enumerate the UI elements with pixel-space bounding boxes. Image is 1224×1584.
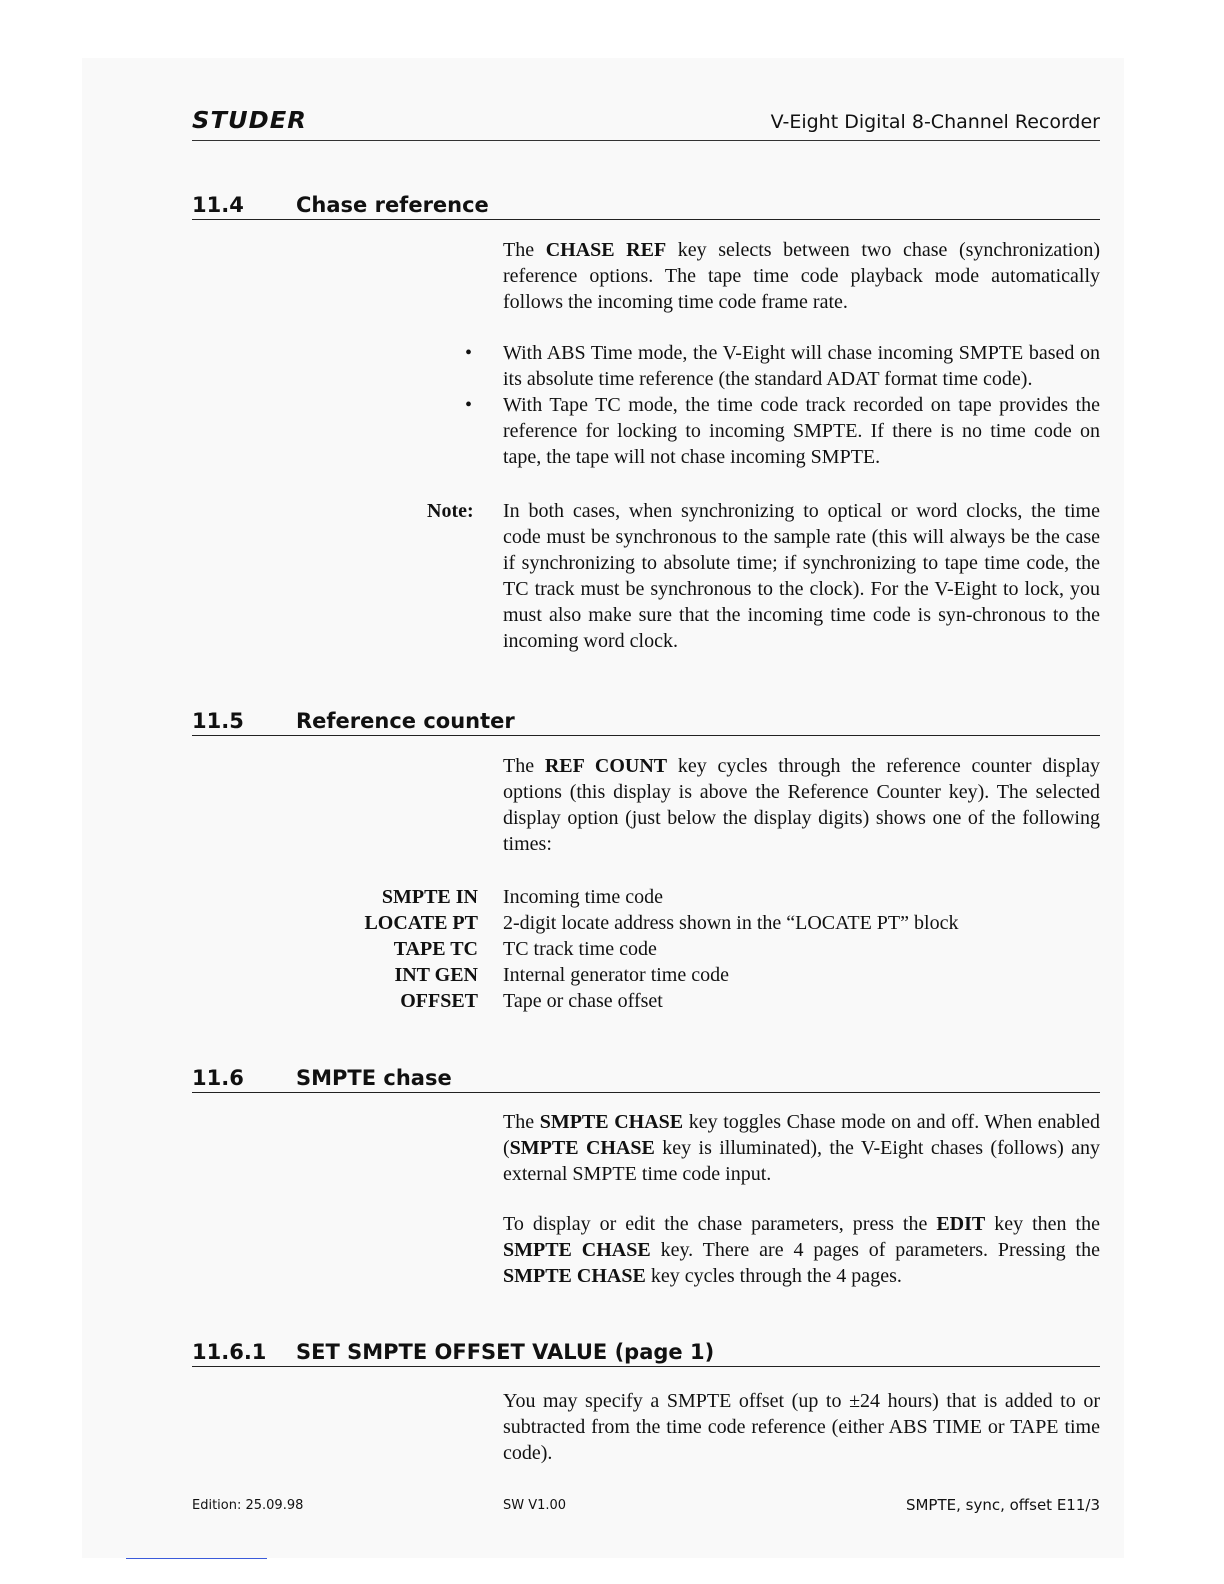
text-run: key. There are 4 pages of parameters. Pressing the (650, 1239, 1100, 1261)
section-11-6-heading (192, 1066, 1100, 1093)
list-item-text: With Tape TC mode, the time code track recorded on tape provides the reference for locking to incoming SMPTE. If there is no time code on tape, the tape will not chase incoming SMPTE. (503, 394, 1100, 468)
text-run: key cycles through the reference counter display options (this display is above the Reference Counter key). The selected display option (just below the display digits) shows one of the following times: (503, 755, 1101, 855)
text-run: key then the (985, 1213, 1100, 1235)
table-row (300, 988, 1100, 1014)
option-description: Incoming time code (503, 886, 663, 908)
smpte-chase-paragraph-1 (503, 1109, 1100, 1187)
list-item-text: With ABS Time mode, the V-Eight will chase incoming SMPTE based on its absolute time reference (the standard ADAT format time code). (503, 342, 1100, 390)
key-name: REF COUNT (544, 755, 668, 777)
footer-page-reference: SMPTE, sync, offset E11/3 (905, 1496, 1100, 1514)
studer-logo: STUDER (192, 108, 307, 134)
document-title: V-Eight Digital 8-Channel Recorder (770, 111, 1100, 133)
footer-edition: Edition: 25.09.98 (192, 1498, 304, 1513)
section-number: 11.6.1 (192, 1340, 267, 1364)
text-run: The (503, 239, 546, 261)
key-name: SMPTE CHASE (539, 1111, 684, 1133)
text-run: key is illuminated), the V-Eight chases (follows) any external SMPTE time code input. (503, 1137, 1100, 1185)
option-description: 2-digit locate address shown in the “LOCATE PT” block (503, 912, 959, 934)
text-run: To display or edit the chase parameters, press the (503, 1213, 937, 1235)
smpte-chase-paragraph-2 (503, 1211, 1100, 1289)
key-name: SMPTE CHASE (503, 1265, 646, 1287)
section-number: 11.5 (192, 709, 244, 733)
chase-ref-intro (503, 237, 1100, 315)
table-row (300, 884, 1100, 910)
list-item (455, 392, 1100, 470)
option-term: OFFSET (400, 990, 478, 1012)
option-term: SMPTE IN (381, 886, 478, 908)
option-term: TAPE TC (393, 938, 478, 960)
bullet-icon: • (465, 342, 473, 364)
header-rule (192, 140, 1100, 141)
section-title: Chase reference (296, 193, 489, 217)
text-run: key cycles through the 4 pages. (645, 1265, 902, 1287)
list-item (455, 340, 1100, 392)
table-row (300, 910, 1100, 936)
ref-count-intro (503, 753, 1100, 857)
note-text: In both cases, when synchronizing to optical or word clocks, the time code must be synchronous to the sample rate (this will always be the case if synchronizing to absolute time; if synchronizing to tape time code, the TC track must be synchronous to the clock). For the V-Eight to lock, you must also make sure that the incoming time code is syn-chronous to the incoming word clock. (503, 500, 1100, 652)
text-run: key toggles Chase mode on and off. When enabled ( (503, 1111, 1100, 1159)
section-11-5-heading (192, 709, 1100, 736)
option-description: TC track time code (503, 938, 657, 960)
section-11-6-1-heading (192, 1340, 1100, 1367)
text-run: key selects between two chase (synchronization) reference options. The tape time code playback mode automatically follows the incoming time code frame rate. (503, 239, 1101, 313)
table-row (300, 962, 1100, 988)
smpte-offset-paragraph: You may specify a SMPTE offset (up to ±24 hours) that is added to or subtracted from the time code reference (either ABS TIME or TAPE time code). (503, 1390, 1100, 1464)
key-name: EDIT (936, 1213, 986, 1235)
text-run: The (503, 1111, 540, 1133)
option-term: LOCATE PT (364, 912, 478, 934)
chase-mode-list (455, 340, 1100, 470)
text-run: The (503, 755, 545, 777)
option-description: Internal generator time code (503, 964, 729, 986)
bullet-icon: • (465, 394, 473, 416)
option-term: INT GEN (394, 964, 478, 986)
footer-software-version: SW V1.00 (503, 1498, 567, 1513)
key-name: SMPTE CHASE (503, 1239, 651, 1261)
section-number: 11.6 (192, 1066, 244, 1090)
footnote-rule (126, 1558, 267, 1559)
key-name: CHASE REF (545, 239, 667, 261)
section-title: Reference counter (296, 709, 515, 733)
section-title: SMPTE chase (296, 1066, 452, 1090)
section-11-4-heading (192, 193, 1100, 220)
option-description: Tape or chase offset (503, 990, 663, 1012)
note-label: Note: (427, 500, 474, 522)
table-row (300, 936, 1100, 962)
reference-counter-options (300, 884, 1100, 1014)
key-name: SMPTE CHASE (509, 1137, 655, 1159)
section-number: 11.4 (192, 193, 244, 217)
section-title: SET SMPTE OFFSET VALUE (page 1) (296, 1340, 715, 1364)
